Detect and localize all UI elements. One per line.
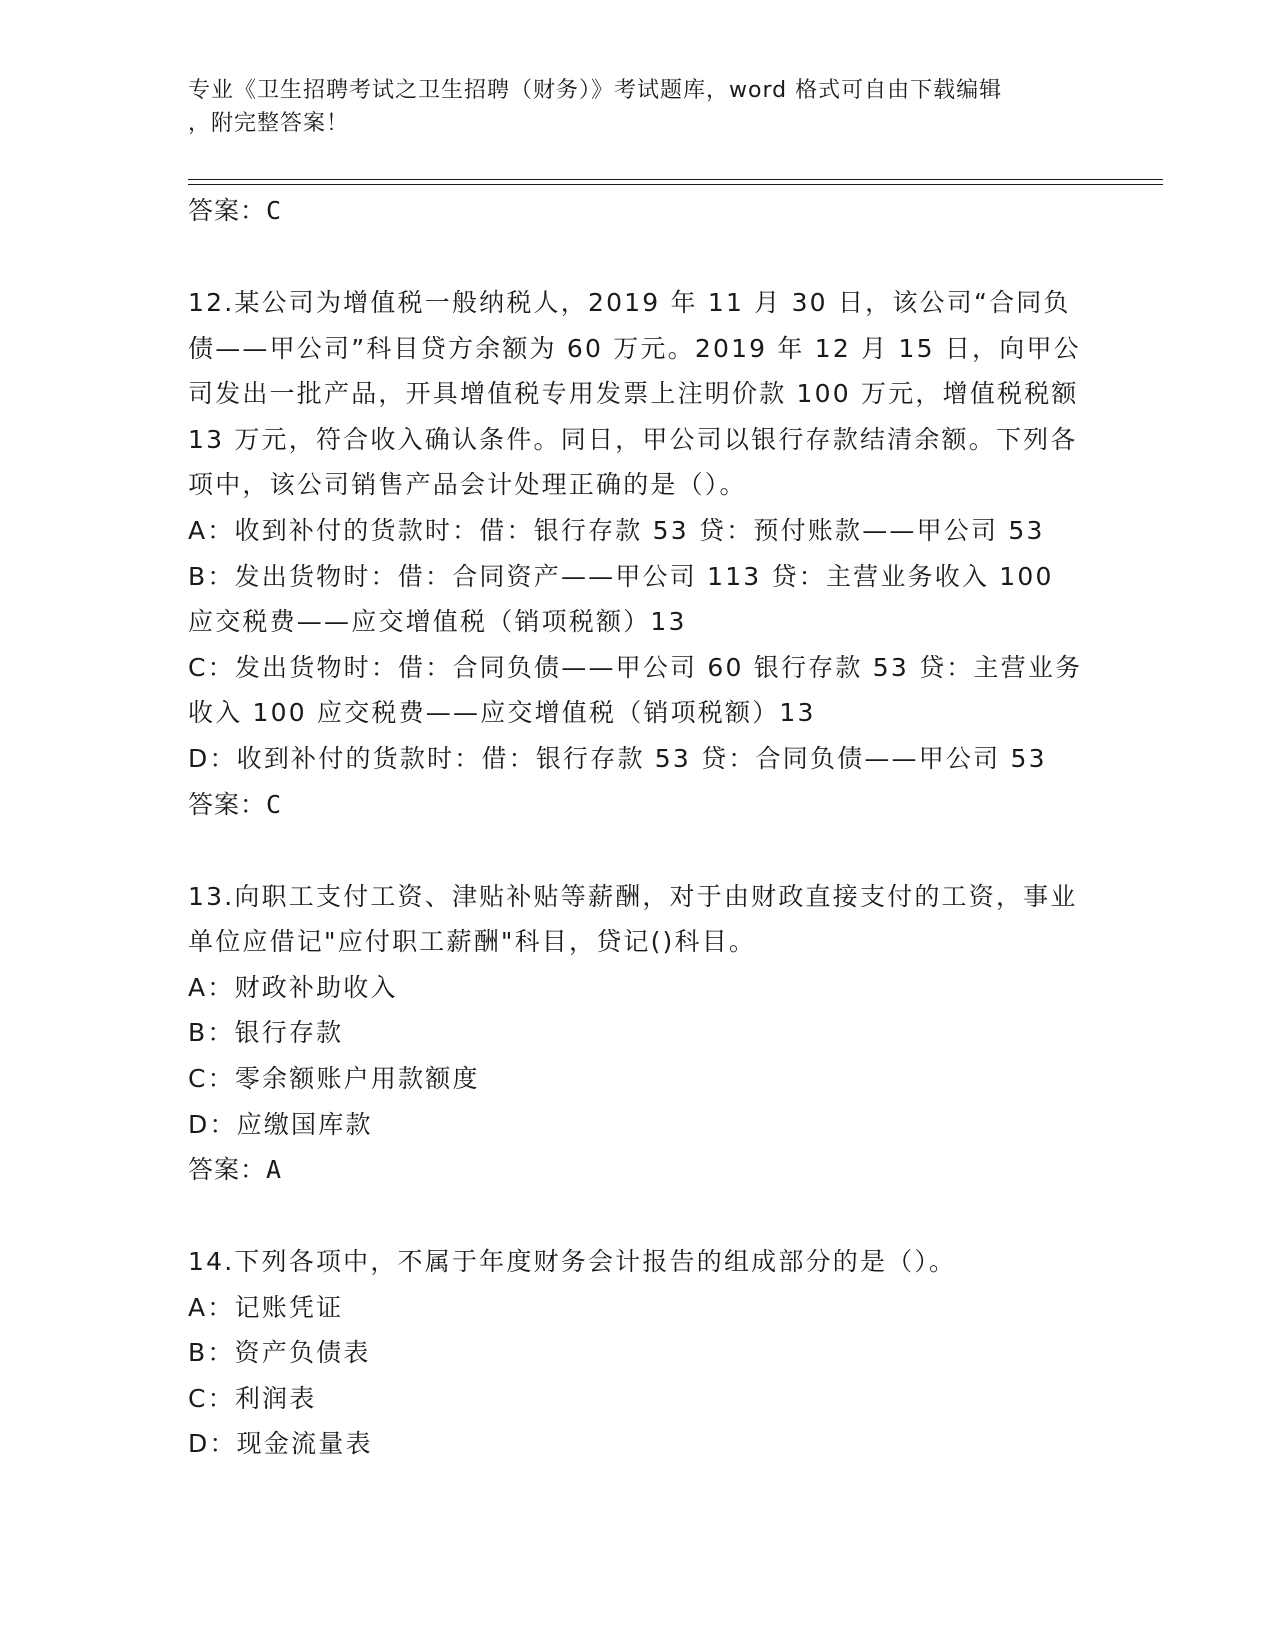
answer-value: A <box>266 1155 283 1185</box>
option-b: B：银行存款 <box>188 1018 344 1048</box>
question-stem: 12.某公司为增值税一般纳税人，2019 年 11 月 30 日，该公司“合同负债——甲公司”科目贷方余额为 60 万元。2019 年 12 月 15 日，向甲公司发出一批产品，开具增值税专用发票上注明价款 100 万元，增值税税额 13 万元，符合收入确认条件。同日，甲公司以银行存款结清余额。下列各项中，该公司销售产品会计处理正确的是（）。 <box>188 288 1081 500</box>
option-a: A：财政补助收入 <box>188 972 398 1002</box>
question-block-12 <box>188 280 1088 828</box>
answer-line <box>188 188 1088 234</box>
header-divider <box>188 179 1163 180</box>
question-stem: 14.下列各项中，不属于年度财务会计报告的组成部分的是（）。 <box>188 1247 957 1277</box>
answer-line <box>188 782 1088 828</box>
spacer <box>188 234 1088 280</box>
answer-label: 答案： <box>188 196 267 225</box>
spacer <box>188 828 1088 874</box>
option-b: B：发出货物时：借：合同资产——甲公司 113 贷：主营业务收入 100 应交税费——应交增值税（销项税额）13 <box>188 561 1054 637</box>
option-c: C：发出货物时：借：合同负债——甲公司 60 银行存款 53 贷：主营业务收入 100 应交税费——应交增值税（销项税额）13 <box>188 652 1083 728</box>
page-header: 专业《卫生招聘考试之卫生招聘（财务）》考试题库，word 格式可自由下载编辑 ，附完整答案！ <box>188 78 1003 136</box>
option-a: A：收到补付的货款时：借：银行存款 53 贷：预付账款——甲公司 53 <box>188 515 1045 545</box>
option-d: D：现金流量表 <box>188 1429 373 1459</box>
option-a: A：记账凭证 <box>188 1292 344 1322</box>
question-block-14 <box>188 1239 1088 1467</box>
answer-label: 答案： <box>188 1155 267 1185</box>
question-block-13 <box>188 874 1088 1194</box>
document-body <box>188 188 1088 1467</box>
answer-value: C <box>266 196 283 225</box>
option-c: C：零余额账户用款额度 <box>188 1063 480 1093</box>
answer-value: C <box>266 789 283 819</box>
spacer <box>188 1193 1088 1239</box>
answer-line <box>188 1147 1088 1193</box>
option-d: D：应缴国库款 <box>188 1109 373 1139</box>
question-stem: 13.向职工支付工资、津贴补贴等薪酬，对于由财政直接支付的工资，事业单位应借记"应付职工薪酬"科目，贷记()科目。 <box>188 881 1078 957</box>
answer-label: 答案： <box>188 789 267 819</box>
option-d: D：收到补付的货款时：借：银行存款 53 贷：合同负债——甲公司 53 <box>188 743 1047 773</box>
option-c: C：利润表 <box>188 1383 317 1413</box>
header-divider-double <box>188 184 1163 185</box>
option-b: B：资产负债表 <box>188 1338 371 1368</box>
